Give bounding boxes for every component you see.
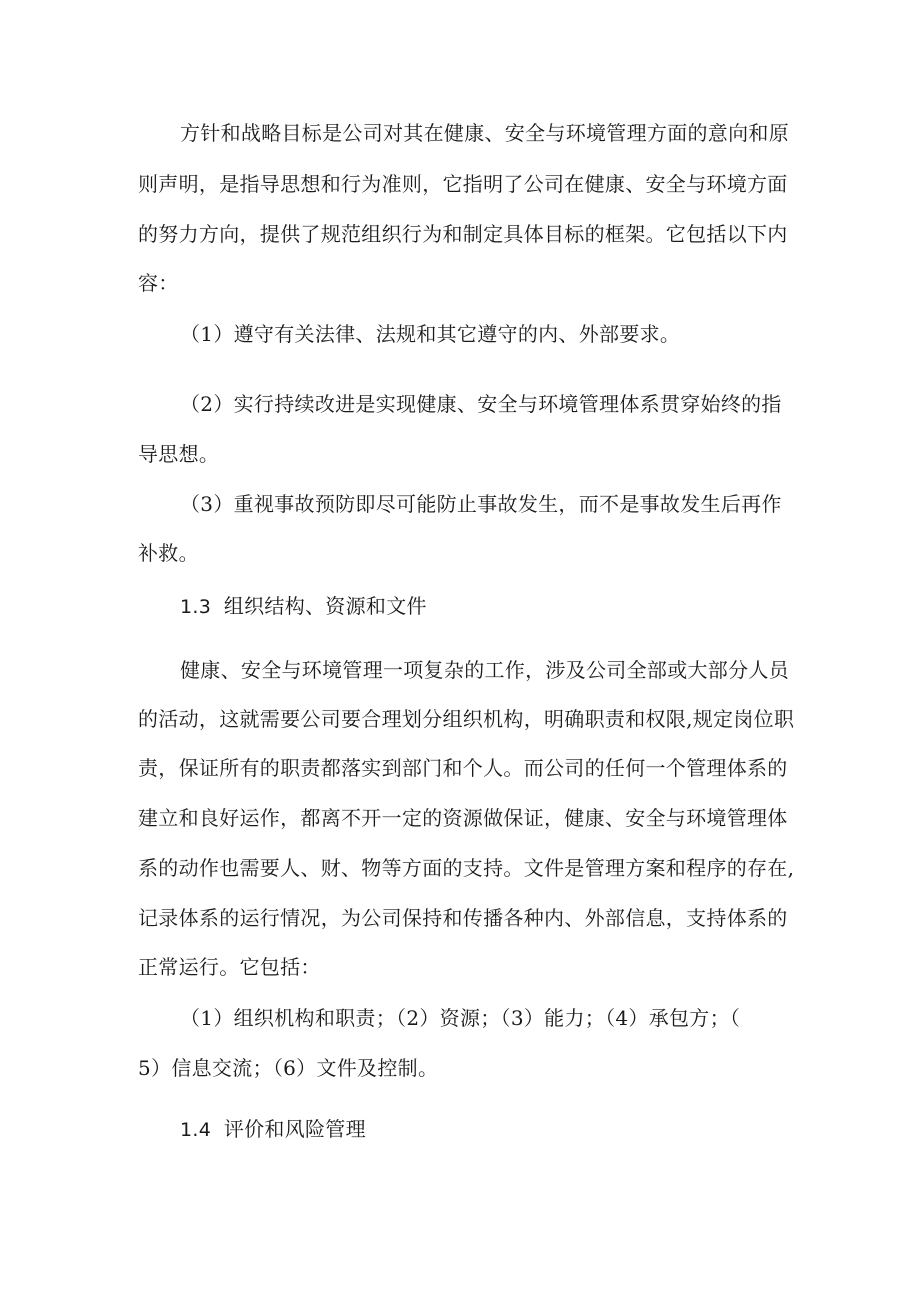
text-line: （3）重视事故预防即尽可能防止事故发生，而不是事故发生后再作 [180,492,782,516]
section-title: 组织结构、资源和文件 [223,594,427,618]
text-line: 容： [138,271,179,295]
text-line: 补救。 [138,541,199,565]
section-heading-1-4 [180,1117,366,1142]
section-number: 1.3 [180,596,212,618]
text-line: 的努力方向，提供了规范组织行为和制定具体目标的框架。它包括以下内 [138,222,788,246]
text-line: 方针和战略目标是公司对其在健康、安全与环境管理方面的意向和原 [180,121,789,145]
text-line: 责，保证所有的职责都落实到部门和个人。而公司的任何一个管理体系的 [138,756,788,780]
text-line: 则声明，是指导思想和行为准则，它指明了公司在健康、安全与环境方面 [138,172,788,196]
text-line: 系的动作也需要人、财、物等方面的支持。文件是管理方案和程序的存在, [138,856,795,880]
text-line: 建立和良好运作，都离不开一定的资源做保证，健康、安全与环境管理体 [138,806,788,830]
text-line: 正常运行。它包括： [138,955,321,979]
text-line: 的活动，这就需要公司要合理划分组织机构，明确职责和权限,规定岗位职 [138,707,795,731]
text-line: （1）组织机构和职责；（2）资源；（3）能力；（4）承包方；（ [180,1006,741,1030]
section-heading-1-3 [180,594,427,619]
text-line: （2）实行持续改进是实现健康、安全与环境管理体系贯穿始终的指 [180,392,782,416]
text-line: 记录体系的运行情况，为公司保持和传播各种内、外部信息，支持体系的 [138,906,788,930]
text-line: （1）遵守有关法律、法规和其它遵守的内、外部要求。 [180,322,681,346]
section-title: 评价和风险管理 [223,1117,366,1141]
section-number: 1.4 [180,1119,212,1141]
text-line: 5）信息交流；（6）文件及控制。 [138,1056,439,1080]
text-line: 健康、安全与环境管理一项复杂的工作，涉及公司全部或大部分人员 [180,658,789,682]
text-line: 导思想。 [138,442,220,466]
